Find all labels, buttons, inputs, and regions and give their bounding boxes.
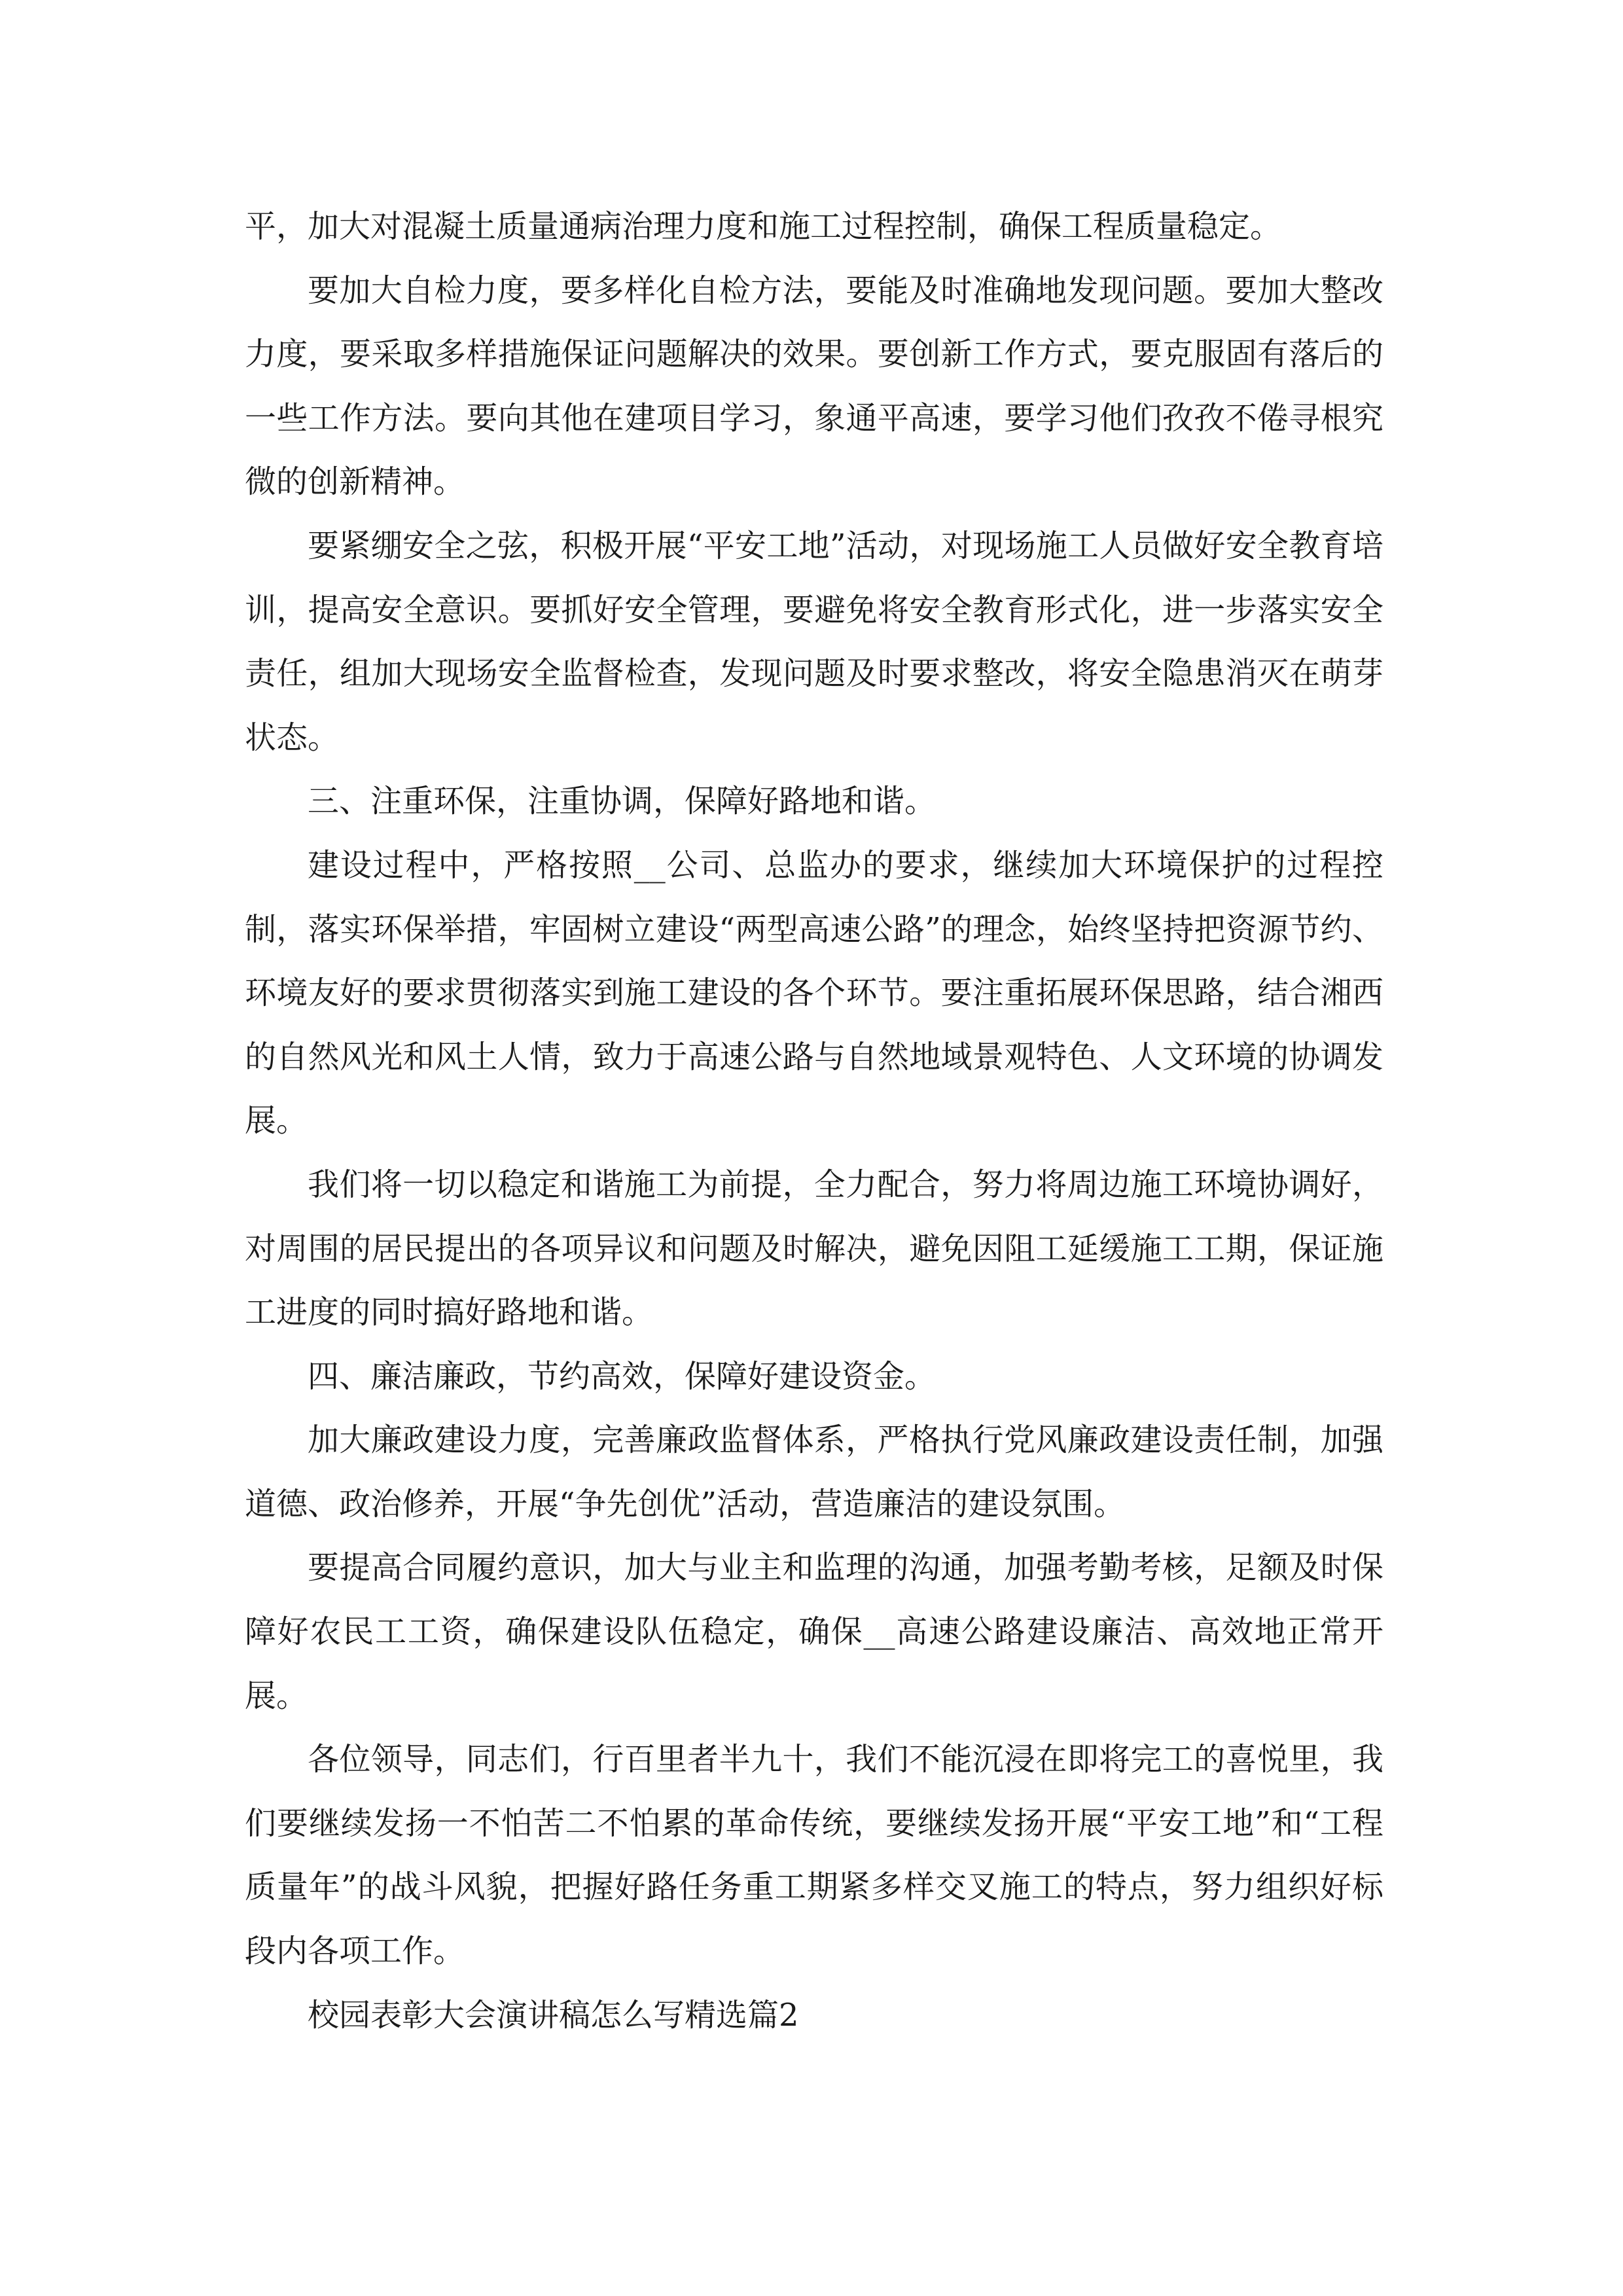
paragraph-integrity: 加大廉政建设力度，完善廉政监督体系，严格执行党风廉政建设责任制，加强道德、政治修养，开展“争先创优”活动，营造廉洁的建设氛围。 xyxy=(245,1422,1383,1522)
paragraph-self-inspection: 要加大自检力度，要多样化自检方法，要能及时准确地发现问题。要加大整改力度，要采取多样措施保证问题解决的效果。要创新工作方式，要克服固有落后的一些工作方法。要向其他在建项目学习，象通平高速，要学习他们孜孜不倦寻根究微的创新精神。 xyxy=(245,272,1383,501)
next-article-title: 校园表彰大会演讲稿怎么写精选篇2 xyxy=(308,1996,799,2034)
paragraph-harmony: 我们将一切以稳定和谐施工为前提，全力配合，努力将周边施工环境协调好，对周围的居民提出的各项异议和问题及时解决，避免因阻工延缓施工工期，保证施工进度的同时搞好路地和谐。 xyxy=(245,1166,1383,1331)
paragraph-safety: 要紧绷安全之弦，积极开展“平安工地”活动，对现场施工人员做好安全教育培训，提高安全意识。要抓好安全管理，要避免将安全教育形式化，进一步落实安全责任，组加大现场安全监督检查，发现问题及时要求整改，将安全隐患消灭在萌芽状态。 xyxy=(245,527,1383,756)
document-body xyxy=(245,195,1383,2047)
paragraph-continuation: 平，加大对混凝土质量通病治理力度和施工过程控制，确保工程质量稳定。 xyxy=(245,208,1282,245)
section-heading-environment: 三、注重环保，注重协调，保障好路地和谐。 xyxy=(308,783,936,820)
paragraph-environment: 建设过程中，严格按照__公司、总监办的要求，继续加大环境保护的过程控制，落实环保举措，牢固树立建设“两型高速公路”的理念，始终坚持把资源节约、环境友好的要求贯彻落实到施工建设的各个环节。要注重拓展环保思路，结合湘西的自然风光和风土人情，致力于高速公路与自然地域景观特色、人文环境的协调发展。 xyxy=(245,846,1383,1139)
paragraph-contract: 要提高合同履约意识，加大与业主和监理的沟通，加强考勤考核，足额及时保障好农民工工资，确保建设队伍稳定，确保__高速公路建设廉洁、高效地正常开展。 xyxy=(245,1549,1383,1714)
section-heading-integrity: 四、廉洁廉政，节约高效，保障好建设资金。 xyxy=(308,1357,936,1395)
paragraph-closing: 各位领导，同志们，行百里者半九十，我们不能沉浸在即将完工的喜悦里，我们要继续发扬一不怕苦二不怕累的革命传统，要继续发扬开展“平安工地”和“工程质量年”的战斗风貌，把握好路任务重工期紧多样交叉施工的特点，努力组织好标段内各项工作。 xyxy=(245,1741,1383,1970)
